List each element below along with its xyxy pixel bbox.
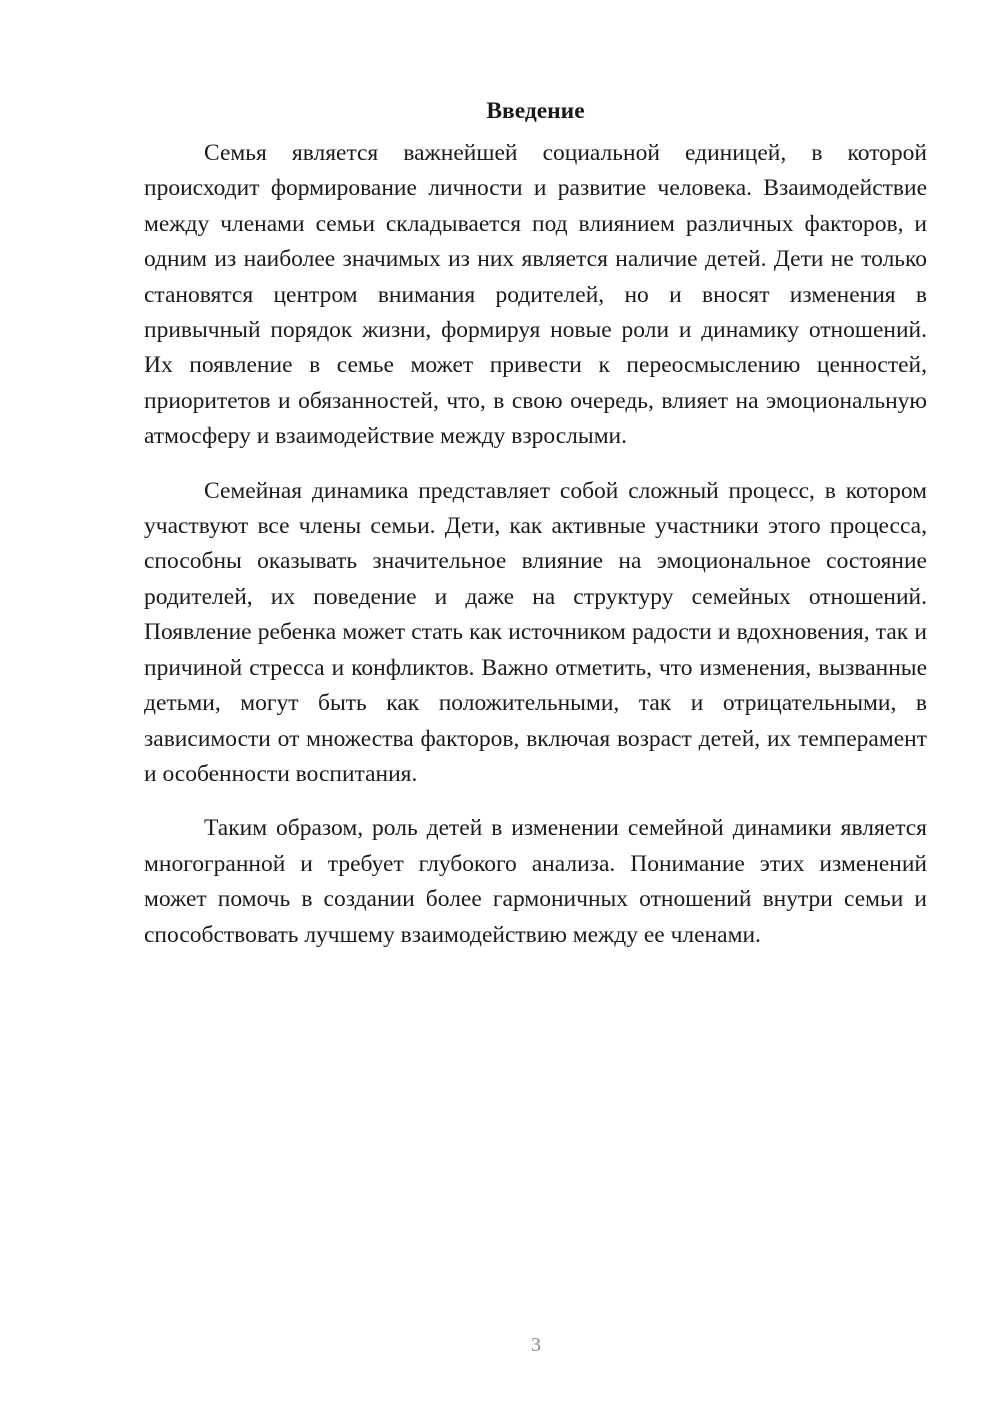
paragraph-1: Семья является важнейшей социальной единицей, в которой происходит формирование личности и развитие человека. Взаимодействие между членами семьи складывается под влиянием различных факторов, и одним из наиболее значимых из них является наличие детей. Дети не только становятся центром внимания родителей, но и вносят изменения в привычный порядок жизни, формируя новые роли и динамику отношений. Их появление в семье может привести к переосмыслению ценностей, приоритетов и обязанностей, что, в свою очередь, влияет на эмоциональную атмосферу и взаимодействие между взрослыми. xyxy=(144,140,927,450)
document-body xyxy=(144,96,927,972)
paragraph-3: Таким образом, роль детей в изменении семейной динамики является многогранной и требует глубокого анализа. Понимание этих изменений может помочь в создании более гармоничных отношений внутри семьи и способствовать лучшему взаимодействию между ее членами. xyxy=(144,815,927,948)
page-number: 3 xyxy=(531,1334,541,1356)
paragraph-2: Семейная динамика представляет собой сложный процесс, в котором участвуют все члены семьи. Дети, как активные участники этого процесса, способны оказывать значительное влияние на эмоциональное состояние родителей, их поведение и даже на структуру семейных отношений. Появление ребенка может стать как источником радости и вдохновения, так и причиной стресса и конфликтов. Важно отметить, что изменения, вызванные детьми, могут быть как положительными, так и отрицательными, в зависимости от множества факторов, включая возраст детей, их темперамент и особенности воспитания. xyxy=(144,477,927,787)
section-title: Введение xyxy=(486,98,585,124)
